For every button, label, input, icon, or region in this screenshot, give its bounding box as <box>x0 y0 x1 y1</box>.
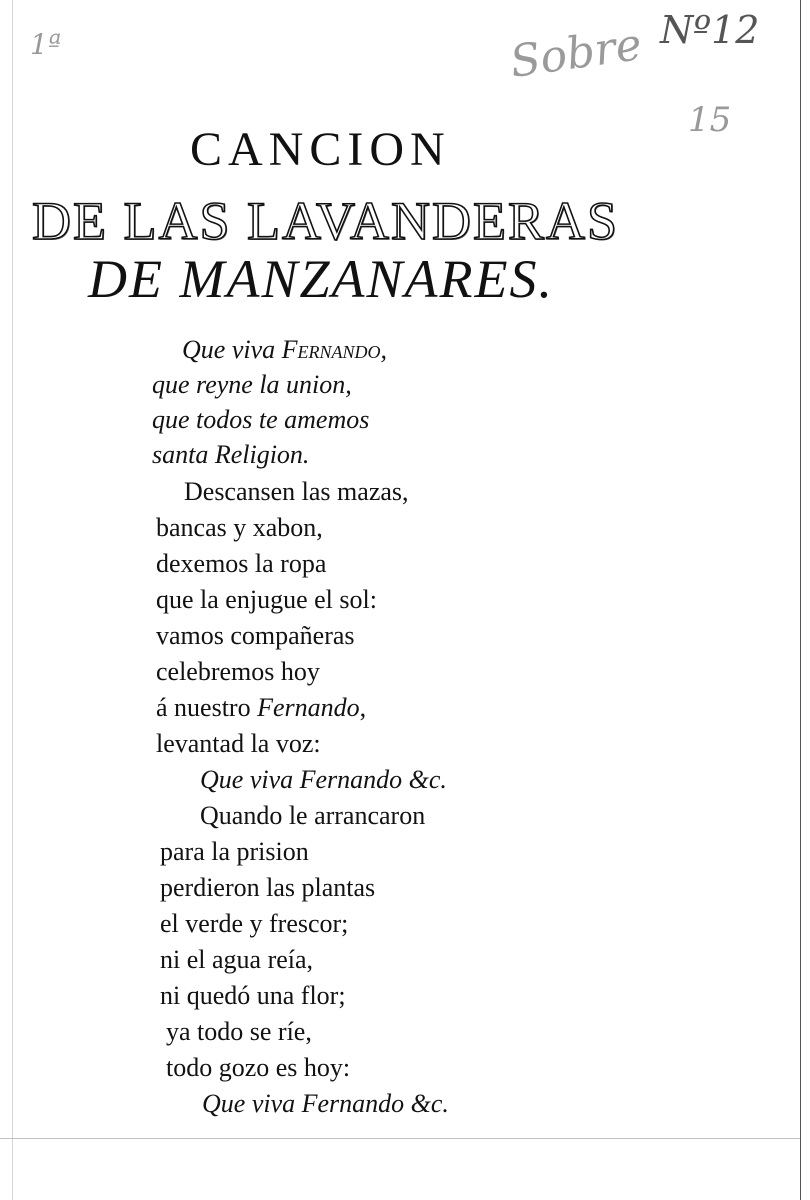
poem-refrain-2: Que viva Fernando &c. <box>202 1089 449 1118</box>
poem-line-11-start: á nuestro <box>156 693 258 722</box>
poem-line-1-end: , <box>380 335 388 364</box>
poem-line-14: Quando le arrancaron <box>200 801 426 830</box>
poem-line-11-end: , <box>359 693 367 722</box>
page-left-edge <box>12 0 13 1200</box>
poem-line-11-name: Fernando <box>257 693 360 722</box>
poem-line-1-start: Que viva <box>182 335 282 364</box>
poem-line-9: vamos compañeras <box>156 621 355 650</box>
poem-line-1 <box>182 334 387 366</box>
poem-line-18: ni el agua reía, <box>160 945 314 974</box>
poem-line-3: que todos te amemos <box>152 405 370 434</box>
poem-line-21: todo gozo es hoy: <box>166 1053 351 1082</box>
title-manzanares: DE MANZANARES. <box>88 249 554 309</box>
poem-line-8: que la enjugue el sol: <box>156 585 377 614</box>
poem-line-11 <box>156 692 366 724</box>
poem-line-12: levantad la voz: <box>156 729 321 758</box>
handwritten-corner-mark: 1ª <box>30 28 62 61</box>
poem-line-16: perdieron las plantas <box>160 873 376 902</box>
poem-line-17: el verde y frescor; <box>160 909 349 938</box>
poem-line-19: ni quedó una flor; <box>160 981 346 1010</box>
title-lavanderas: DE LAS LAVANDERAS <box>32 191 620 251</box>
handwritten-catalog-number: Nº12 <box>660 8 760 52</box>
poem-line-10: celebremos hoy <box>156 657 320 686</box>
poem-line-5: Descansen las mazas, <box>184 477 409 506</box>
handwritten-page-number: 15 <box>688 100 732 140</box>
poem-line-7: dexemos la ropa <box>156 549 327 578</box>
page-right-edge <box>800 0 801 1200</box>
page-bottom-edge <box>0 1138 800 1139</box>
poem-line-1-name: Fernando <box>281 335 381 364</box>
poem-line-6: bancas y xabon, <box>156 513 323 542</box>
handwritten-signature: Sobre <box>507 19 645 88</box>
poem-line-4: santa Religion. <box>152 440 310 469</box>
poem-line-20: ya todo se ríe, <box>166 1017 312 1046</box>
poem-line-15: para la prision <box>160 837 309 866</box>
title-cancion: CANCION <box>190 123 451 176</box>
poem-line-2: que reyne la union, <box>152 370 352 399</box>
poem-refrain-1: Que viva Fernando &c. <box>200 765 447 794</box>
